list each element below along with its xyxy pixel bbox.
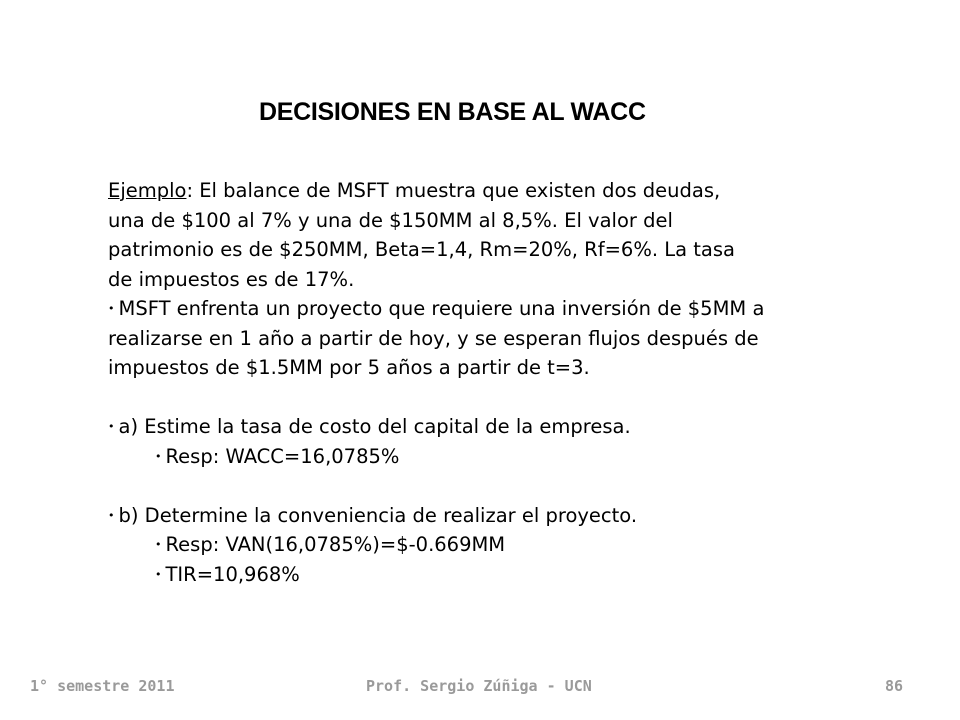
project-line-2: realizarse en 1 año a partir de hoy, y se esperan flujos después de	[108, 326, 759, 350]
project-line-1	[108, 294, 918, 324]
answer-b1	[108, 530, 918, 560]
question-b	[108, 501, 918, 531]
spacer	[108, 383, 918, 413]
question-a	[108, 412, 918, 442]
question-b-text: b) Determine la conveniencia de realizar el proyecto.	[118, 503, 638, 527]
intro-line-3: patrimonio es de $250MM, Beta=1,4, Rm=20%, Rf=6%. La tasa	[108, 238, 735, 261]
question-a-text: a) Estime la tasa de costo del capital de la empresa.	[118, 415, 631, 438]
project-line-3: impuestos de $1.5MM por 5 años a partir de t=3.	[108, 356, 590, 379]
bullet-icon: •	[155, 538, 162, 551]
bullet-icon: •	[155, 567, 162, 581]
footer-professor: Prof. Sergio Zúñiga - UCN	[366, 677, 592, 695]
slide-title: DECISIONES EN BASE AL WACC	[259, 98, 646, 126]
footer-semester: 1° semestre 2011	[30, 677, 175, 695]
spacer	[108, 471, 918, 501]
bullet-icon: •	[108, 508, 115, 522]
example-label: Ejemplo	[108, 179, 187, 202]
intro-line-2: una de $100 al 7% y una de $150MM al 8,5%. El valor del	[108, 208, 673, 232]
bullet-icon: •	[108, 420, 115, 433]
answer-b2-text: TIR=10,968%	[165, 562, 300, 586]
answer-b1-text: Resp: VAN(16,0785%)=$-0.669MM	[165, 533, 506, 556]
bullet-icon: •	[108, 302, 115, 315]
intro-line-1	[108, 176, 918, 206]
answer-b2	[108, 560, 918, 590]
answer-a-text: Resp: WACC=16,0785%	[165, 444, 400, 468]
answer-a	[108, 442, 918, 472]
bullet-icon: •	[155, 449, 162, 463]
slide-body	[108, 176, 918, 589]
intro-text-1: : El balance de MSFT muestra que existen dos deudas,	[186, 179, 721, 202]
project-text-1: MSFT enfrenta un proyecto que requiere una inversión de $5MM a	[118, 297, 765, 320]
intro-line-4: de impuestos es de 17%.	[108, 267, 355, 291]
footer-page-number: 86	[885, 677, 904, 695]
